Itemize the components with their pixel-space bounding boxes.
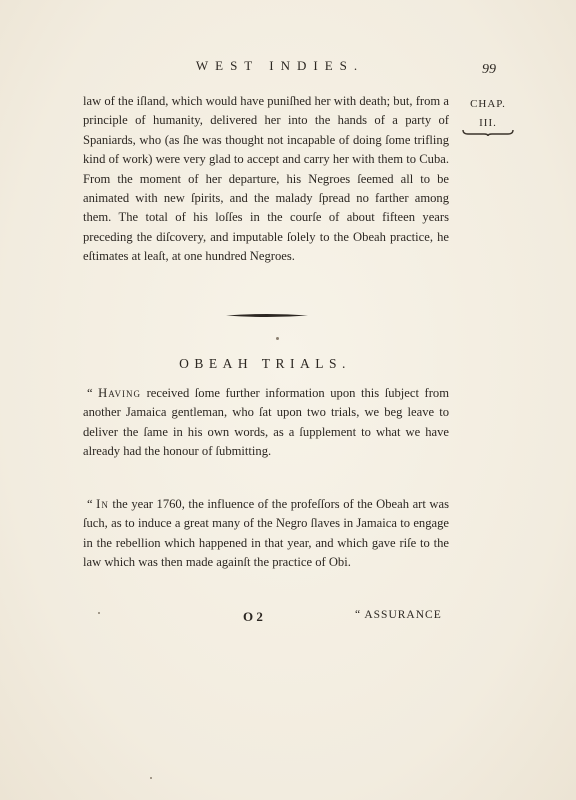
chapter-label: CHAP. bbox=[470, 98, 506, 110]
lead-word: In bbox=[96, 497, 109, 511]
body-paragraph-3 bbox=[83, 495, 449, 573]
section-divider-rule bbox=[226, 313, 308, 318]
open-quote: “ bbox=[87, 497, 97, 511]
paragraph-text: the year 1760, the influence of the profeſſors of the Obeah art was ſuch, as to induce a great many of the Negro ſlaves in Jamaica to engage in the rebellion which happened in that year, and which gave riſe to the law which was then made againſt the practice of Obi. bbox=[83, 497, 449, 570]
paper-speck bbox=[276, 337, 279, 340]
margin-brace-ornament bbox=[462, 130, 514, 136]
chapter-number: III. bbox=[479, 117, 497, 129]
section-title: OBEAH TRIALS. bbox=[179, 356, 351, 371]
signature-mark: O 2 bbox=[243, 609, 263, 624]
running-head: WEST INDIES. bbox=[195, 58, 365, 73]
open-quote: “ bbox=[87, 386, 99, 400]
paper-speck bbox=[98, 612, 100, 614]
paper-speck bbox=[150, 777, 152, 779]
lead-word: Having bbox=[98, 386, 142, 400]
body-paragraph-2 bbox=[83, 384, 449, 462]
body-paragraph-1: law of the iſland, which would have puniſhed her with death; but, from a principle of humanity, delivered her into the hands of a party of Spaniards, who (as ſhe was thought not incapable of doing ſome trifling kind of work) were very glad to accept and carry her with them to Cuba. From the moment of her departure, his Negroes ſeemed all to be animated with new ſpirits, and the malady ſpread no farther among them. The total of his loſſes in the courſe of about fifteen years preceding the diſcovery, and imputable ſolely to the Obeah practice, he eſtimates at leaſt, at one hundred Negroes. bbox=[83, 94, 449, 264]
chapter-margin-note bbox=[456, 95, 520, 133]
catchword: “ ASSURANCE bbox=[355, 609, 442, 621]
paragraph-text: received ſome further information upon this ſubject from another Jamaica gentleman, who ſat upon two trials, we beg leave to deliver the ſame in his own words, as a ſupplement to what we have already had the honour of ſubmitting. bbox=[83, 386, 449, 459]
page-number: 99 bbox=[482, 62, 496, 77]
